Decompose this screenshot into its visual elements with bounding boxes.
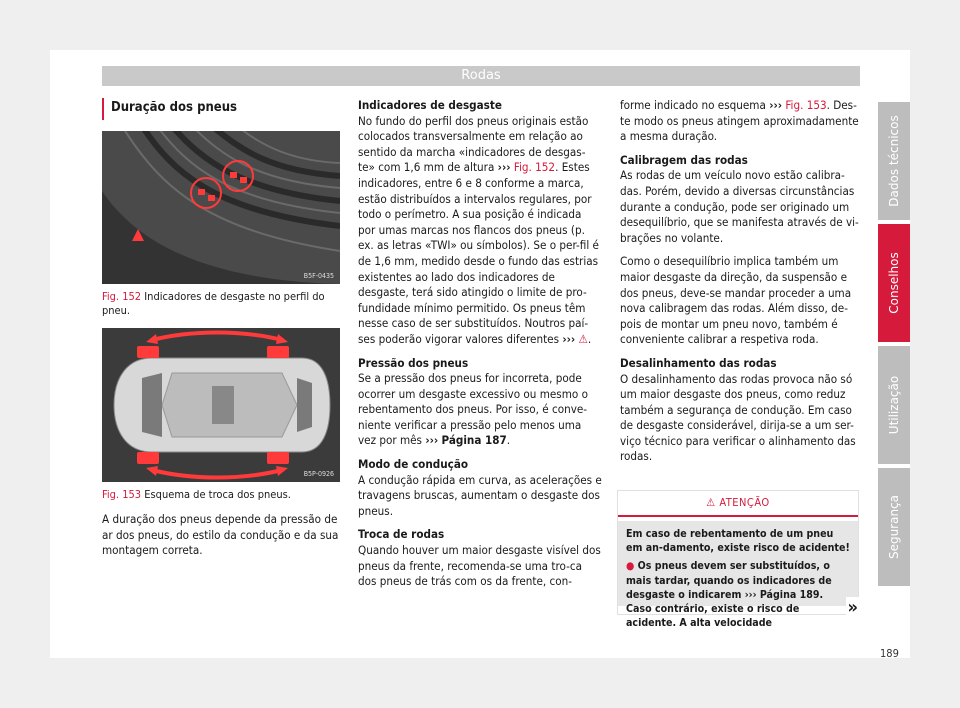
tire-rotation-diagram [102, 328, 340, 482]
warning-bullet: ● Os pneus devem ser substituídos, o mais tardar, quando os indicadores de desgaste o indicarem ››› Página 189. Caso contrário, existe o risco de acidente. A alta velocidade [626, 560, 832, 630]
figure-caption [102, 488, 340, 502]
link-fig-153[interactable]: Fig. 153 [785, 98, 827, 112]
heading-wheel-rotation: Troca de rodas [358, 527, 445, 542]
heading-misalignment: Desalinhamento das rodas [620, 355, 777, 370]
figure-code: B5P-0926 [303, 470, 334, 478]
column-2 [358, 98, 602, 598]
link-page-187[interactable]: Página 187 [441, 433, 507, 448]
caption-text: Indicadores de desgaste no perfil do pneu. [102, 290, 325, 317]
column-3 [620, 98, 860, 473]
figure-label: Fig. 153 [102, 488, 142, 501]
paragraph-rotation-cont: forme indicado no esquema ››› Fig. 153. Des-te modo os pneus atingem aproximadamente a mesma duração. [620, 98, 859, 144]
heading-wheel-balancing: Calibragem das rodas [620, 152, 748, 167]
running-header: Rodas [102, 66, 860, 86]
bullet-icon: ● [626, 560, 635, 573]
link-fig-152[interactable]: Fig. 152 [513, 160, 556, 175]
warning-body [618, 521, 858, 630]
heading-tire-pressure: Pressão dos pneus [358, 355, 469, 370]
car-diagram-image [102, 328, 340, 482]
heading-wear-indicators: Indicadores de desgaste [358, 98, 502, 112]
figure-152 [102, 131, 340, 318]
link-page-189[interactable]: Página 189 [759, 588, 820, 601]
paragraph-wear-indicators: No fundo do perfil dos pneus originais estão colocados transversalmente em relação ao sentido da marcha «indicadores de desgas-te» com 1,6 mm de altura ››› Fig. 152. Estes indicadores, entre 6 e 8 conforme a marca, estão distribuídos a intervalos regulares, por todo o perímetro. A sua posição é indicada por umas marcas nos flancos dos pneus (p. ex. as letras «TWI» ou símbolos). Se o per-fil é de 1,6 mm, medido desde o fundo das estrias existentes ao lado dos indicadores de desgaste, terá sido atingido o limite de pro-fundidade mínimo permitido. Os pneus têm nesse caso de ser substituídos. Noutros paí-ses poderão vigorar valores diferentes ››› ⚠. [358, 113, 599, 346]
warning-box [617, 490, 859, 630]
warning-text: Em caso de rebentamento de um pneu em an-damento, existe risco de acidente! [626, 528, 850, 555]
figure-153 [102, 328, 340, 502]
warning-header [618, 491, 858, 517]
tab-seguranca[interactable]: Segurança [878, 468, 910, 586]
continue-arrow-icon: » [847, 597, 858, 618]
paragraph-imbalance: Como o desequilíbrio implica também um maior desgaste da direção, da suspensão e dos pneus, deve-se mandar proceder a uma nova calibragem das rodas. Além disso, de-pois de montar um pneu novo, também é conveniente calibrar a respetiva roda. [620, 254, 852, 347]
figure-code: B5F-0435 [303, 272, 334, 280]
tab-dados-tecnicos[interactable]: Dados técnicos [878, 102, 910, 220]
warning-title: ATENÇÃO [719, 496, 770, 509]
warning-triangle-icon: ⚠ [706, 496, 716, 509]
section-title: Duração dos pneus [102, 98, 237, 120]
paragraph-driving-mode: A condução rápida em curva, as acelerações e travagens bruscas, aumentam o desgaste dos pneus. [358, 472, 602, 518]
tab-utilizacao[interactable]: Utilização [878, 346, 910, 464]
paragraph-wheel-rotation: Quando houver um maior desgaste visível dos pneus da frente, recomenda-se uma tro-ca dos pneus de trás com os da frente, con- [358, 543, 601, 589]
caption-text: Esquema de troca dos pneus. [144, 488, 291, 501]
figure-label: Fig. 152 [102, 290, 142, 303]
tab-conselhos[interactable]: Conselhos [878, 224, 910, 342]
warning-triangle-icon[interactable]: ⚠ [578, 331, 588, 346]
heading-driving-mode: Modo de condução [358, 457, 469, 472]
paragraph-tire-pressure: Se a pressão dos pneus for incorreta, pode ocorrer um desgaste excessivo ou mesmo o rebentamento dos pneus. Por isso, é conve-niente verificar a pressão pelo menos uma vez por mês ››› Página 187. [358, 371, 588, 448]
intro-paragraph: A duração dos pneus depende da pressão de ar dos pneus, do estilo da condução e da sua montagem correta. [102, 512, 339, 558]
intro-text-column [102, 512, 340, 567]
page-number: 189 [880, 647, 899, 660]
tire-tread-illustration [102, 131, 340, 284]
paragraph-wheel-balancing: As rodas de um veículo novo estão calibra-das. Porém, devido a diversas circunstâncias durante a condução, pode ser originado um desequilíbrio, que se manifesta através de vi-brações no volante. [620, 168, 859, 245]
paragraph-misalignment: O desalinhamento das rodas provoca não só um maior desgaste dos pneus, como reduz também a segurança de condução. Em caso de desgaste considerável, dirija-se a um ser-viço técnico para verificar o alinhamento das rodas. [620, 371, 856, 464]
figure-caption [102, 290, 340, 318]
tire-tread-image [102, 131, 340, 284]
